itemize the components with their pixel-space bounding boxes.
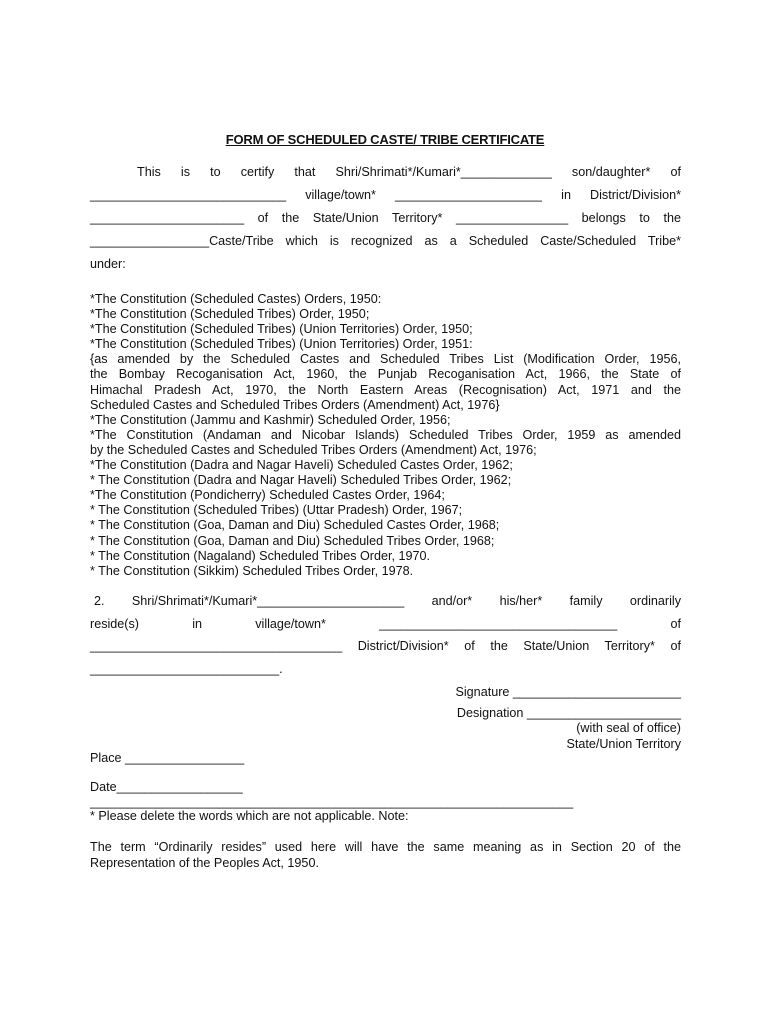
para2-word: village/town*	[255, 617, 326, 631]
para2-word: ordinarily	[629, 594, 681, 608]
para2-line4: ___________________________.	[90, 662, 283, 676]
form-title: FORM OF SCHEDULED CASTE/ TRIBE CERTIFICATE	[225, 132, 545, 147]
separator-rule: _____________________________________________________________________	[90, 795, 574, 809]
order-item: the Bombay Recoganisation Act, 1960, the Punjab Recoganisation Act, 1966, the State of	[90, 367, 681, 382]
para2-line3: ____________________________________ District/Division* of the State/Union Territory* of	[90, 639, 681, 653]
para1-word: to	[210, 165, 221, 179]
para1-line2: ____________________________ village/town* _____________________ in District/Division*	[90, 188, 681, 202]
para1-word: is	[180, 165, 190, 179]
order-item: * The Constitution (Sikkim) Scheduled Tribes Order, 1978.	[90, 563, 414, 578]
date-line: Date__________________	[90, 780, 243, 794]
place-line: Place _________________	[90, 751, 245, 765]
para1-word: that	[294, 165, 316, 179]
para1-line3: ______________________ of the State/Union Territory* ________________ belongs to the	[90, 211, 681, 225]
order-item: *The Constitution (Jammu and Kashmir) Scheduled Order, 1956;	[90, 412, 451, 427]
para2-line2	[90, 617, 681, 631]
delete-note: * Please delete the words which are not applicable. Note:	[90, 809, 409, 823]
para2-word: his/her*	[499, 594, 543, 608]
order-item: *The Constitution (Scheduled Tribes) (Union Territories) Order, 1950;	[90, 322, 473, 337]
para1-word: certify	[240, 165, 275, 179]
village-blank: __________________________________	[379, 617, 618, 631]
order-item: *The Constitution (Dadra and Nagar Haveli) Scheduled Castes Order, 1962;	[90, 458, 513, 473]
order-item: {as amended by the Scheduled Castes and Scheduled Tribes List (Modification Order, 1956,	[90, 352, 681, 367]
name-blank: Shri/Shrimati*/Kumari*_____________________	[131, 594, 405, 608]
para1-word: of	[670, 165, 681, 179]
orders-list	[90, 292, 681, 579]
order-item: *The Constitution (Andaman and Nicobar Islands) Scheduled Tribes Order, 1959 as amended	[90, 427, 681, 442]
order-item: *The Constitution (Scheduled Castes) Orders, 1950:	[90, 292, 382, 306]
name-blank: Shri/Shrimati*/Kumari*_____________	[335, 165, 552, 179]
para2-word: of	[670, 617, 681, 631]
para2-number: 2.	[94, 594, 105, 608]
signature-line: Signature ________________________	[455, 685, 681, 699]
para2-word: reside(s)	[90, 617, 139, 631]
order-item: * The Constitution (Nagaland) Scheduled Tribes Order, 1970.	[90, 548, 430, 563]
seal-note: (with seal of office)	[576, 721, 681, 735]
para1-line1	[137, 165, 681, 179]
para1-word: son/daughter*	[571, 165, 651, 179]
state-ut-label: State/Union Territory	[566, 737, 681, 751]
para2-word: in	[192, 617, 203, 631]
para1-line4: _________________Caste/Tribe which is recognized as a Scheduled Caste/Scheduled Tribe*	[90, 234, 681, 248]
para1-word: This	[137, 165, 161, 179]
designation-line: Designation ______________________	[456, 706, 681, 720]
order-item: * The Constitution (Goa, Daman and Diu) Scheduled Castes Order, 1968;	[90, 518, 500, 533]
order-item: * The Constitution (Scheduled Tribes) (Uttar Pradesh) Order, 1967;	[90, 503, 463, 518]
order-item: *The Constitution (Scheduled Tribes) Order, 1950;	[90, 307, 370, 322]
para2-word: family	[569, 594, 603, 608]
order-item: * The Constitution (Goa, Daman and Diu) Scheduled Tribes Order, 1968;	[90, 533, 495, 548]
order-item: *The Constitution (Scheduled Tribes) (Union Territories) Order, 1951:	[90, 337, 473, 352]
term-note: The term “Ordinarily resides” used here will have the same meaning as in Section 20 of the Representation of the Peoples Act, 1950.	[90, 840, 681, 870]
para2-line1	[94, 594, 681, 608]
order-item: Scheduled Castes and Scheduled Tribes Orders (Amendment) Act, 1976}	[90, 397, 500, 412]
order-item: * The Constitution (Dadra and Nagar Haveli) Scheduled Tribes Order, 1962;	[90, 473, 512, 488]
order-item: Himachal Pradesh Act, 1970, the North Eastern Areas (Recognisation) Act, 1971 and the	[90, 382, 681, 397]
order-item: *The Constitution (Pondicherry) Scheduled Castes Order, 1964;	[90, 488, 445, 503]
para1-line5: under:	[90, 257, 126, 271]
order-item: by the Scheduled Castes and Scheduled Tribes Orders (Amendment) Act, 1976;	[90, 442, 537, 457]
para2-word: and/or*	[431, 594, 473, 608]
